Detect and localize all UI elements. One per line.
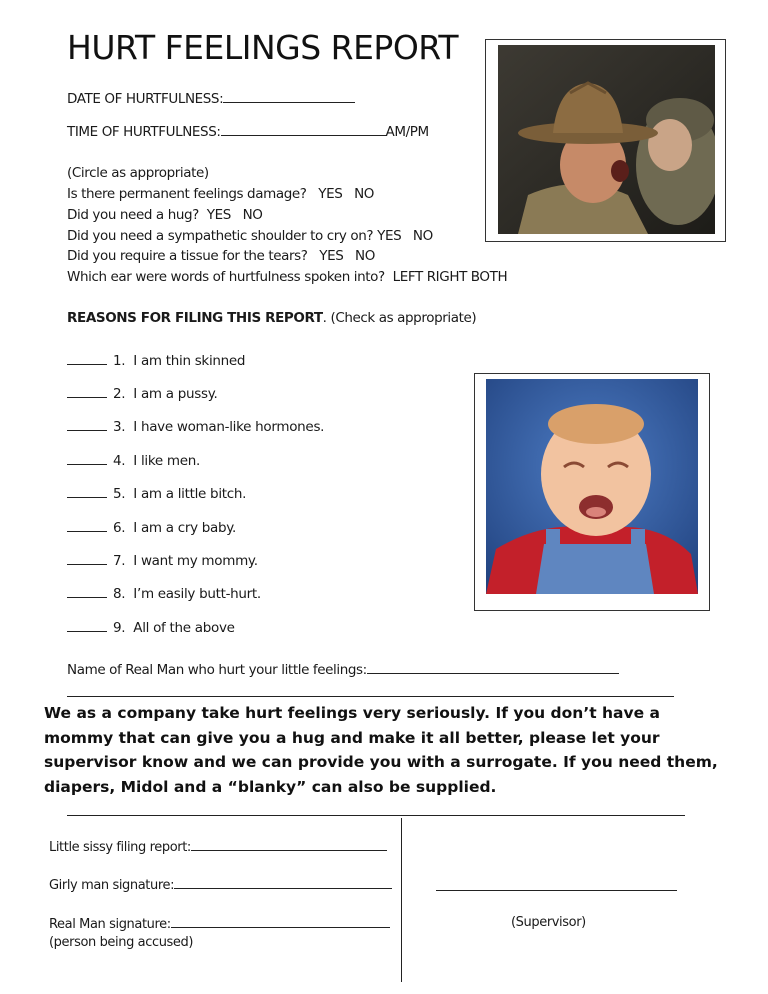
reason-checkbox[interactable] bbox=[67, 485, 107, 498]
girly-signature-blank[interactable] bbox=[174, 876, 392, 889]
reason-text: All of the above bbox=[133, 620, 235, 636]
reason-number: 2. bbox=[113, 386, 126, 402]
question-row bbox=[67, 207, 263, 223]
reason-checkbox[interactable] bbox=[67, 519, 107, 532]
reason-item bbox=[67, 385, 217, 402]
signature-divider bbox=[401, 818, 402, 982]
reason-number: 6. bbox=[113, 520, 126, 536]
reason-text: I have woman-like hormones. bbox=[133, 419, 325, 435]
reason-text: I like men. bbox=[133, 453, 200, 469]
reason-checkbox[interactable] bbox=[67, 585, 107, 598]
question-text: Which ear were words of hurtfulness spoken into? bbox=[67, 269, 385, 285]
company-statement: We as a company take hurt feelings very seriously. If you don’t have a mommy that can give you a hug and make it all better, please let your supervisor know and we can provide you with a surrogate. If you need them, diapers, Midol and a “blanky” can also be supplied. bbox=[44, 704, 718, 796]
reason-item bbox=[67, 452, 200, 469]
question-options[interactable]: YES NO bbox=[377, 228, 433, 244]
girly-label: Girly man signature: bbox=[49, 878, 175, 893]
reason-item bbox=[67, 552, 258, 569]
question-options[interactable]: YES NO bbox=[318, 186, 374, 202]
question-options[interactable]: YES NO bbox=[319, 248, 375, 264]
time-blank[interactable] bbox=[221, 123, 386, 136]
circle-note: (Circle as appropriate) bbox=[67, 165, 209, 181]
reason-number: 8. bbox=[113, 586, 126, 602]
question-options[interactable]: YES NO bbox=[206, 207, 263, 223]
question-text: Did you need a hug? bbox=[67, 207, 199, 223]
time-suffix: AM/PM bbox=[385, 124, 429, 140]
reason-item bbox=[67, 485, 246, 502]
reasons-heading: REASONS FOR FILING THIS REPORT bbox=[67, 310, 323, 326]
supervisor-label: (Supervisor) bbox=[511, 915, 586, 930]
reason-text: I want my mommy. bbox=[133, 553, 258, 569]
page-title: HURT FEELINGS REPORT bbox=[67, 28, 458, 67]
real-man-name-label: Name of Real Man who hurt your little feelings: bbox=[67, 662, 367, 678]
supervisor-signature-line[interactable] bbox=[436, 890, 677, 891]
real-man-signature-field bbox=[49, 915, 390, 932]
reason-checkbox[interactable] bbox=[67, 619, 107, 632]
reason-checkbox[interactable] bbox=[67, 552, 107, 565]
crying-baby-photo-frame bbox=[474, 373, 710, 611]
sissy-label: Little sissy filing report: bbox=[49, 840, 191, 855]
question-text: Is there permanent feelings damage? bbox=[67, 186, 307, 202]
reason-text: I am thin skinned bbox=[133, 353, 246, 369]
reason-text: I’m easily butt-hurt. bbox=[133, 586, 261, 602]
reasons-note: . (Check as appropriate) bbox=[322, 310, 477, 326]
reason-number: 5. bbox=[113, 486, 126, 502]
reason-text: I am a little bitch. bbox=[133, 486, 247, 502]
reason-item bbox=[67, 519, 236, 536]
time-field bbox=[67, 123, 429, 140]
accused-note: (person being accused) bbox=[49, 935, 194, 950]
real-man-signature-blank[interactable] bbox=[171, 915, 390, 928]
drill-sergeant-photo-frame bbox=[485, 39, 726, 242]
reason-number: 7. bbox=[113, 553, 126, 569]
date-field bbox=[67, 90, 355, 107]
question-text: Did you require a tissue for the tears? bbox=[67, 248, 308, 264]
reason-number: 4. bbox=[113, 453, 126, 469]
divider-line bbox=[67, 696, 674, 697]
reason-number: 3. bbox=[113, 419, 126, 435]
question-row bbox=[67, 269, 507, 285]
girly-signature-field bbox=[49, 876, 392, 893]
date-label: DATE OF HURTFULNESS: bbox=[67, 91, 224, 107]
reason-text: I am a cry baby. bbox=[133, 520, 237, 536]
time-label: TIME OF HURTFULNESS: bbox=[67, 124, 221, 140]
sissy-signature-blank[interactable] bbox=[191, 838, 387, 851]
date-blank[interactable] bbox=[223, 90, 355, 103]
real-man-name-field bbox=[67, 661, 619, 678]
reason-item bbox=[67, 352, 245, 369]
reason-item bbox=[67, 418, 324, 435]
reason-number: 9. bbox=[113, 620, 126, 636]
crying-baby-photo bbox=[486, 379, 698, 594]
reason-checkbox[interactable] bbox=[67, 418, 107, 431]
reason-checkbox[interactable] bbox=[67, 385, 107, 398]
question-text: Did you need a sympathetic shoulder to cry on? bbox=[67, 228, 374, 244]
reason-checkbox[interactable] bbox=[67, 352, 107, 365]
reason-item bbox=[67, 585, 261, 602]
sissy-signature-field bbox=[49, 838, 387, 855]
reason-item bbox=[67, 619, 235, 636]
reason-checkbox[interactable] bbox=[67, 452, 107, 465]
reason-text: I am a pussy. bbox=[133, 386, 218, 402]
question-row bbox=[67, 248, 375, 264]
question-row bbox=[67, 186, 374, 202]
question-options[interactable]: LEFT RIGHT BOTH bbox=[392, 269, 508, 285]
real-man-signature-label: Real Man signature: bbox=[49, 917, 171, 932]
real-man-name-blank[interactable] bbox=[367, 661, 619, 674]
drill-sergeant-photo bbox=[498, 45, 715, 234]
reasons-heading-row bbox=[67, 310, 476, 326]
question-row bbox=[67, 228, 433, 244]
reason-number: 1. bbox=[113, 353, 126, 369]
divider-line bbox=[67, 815, 685, 816]
